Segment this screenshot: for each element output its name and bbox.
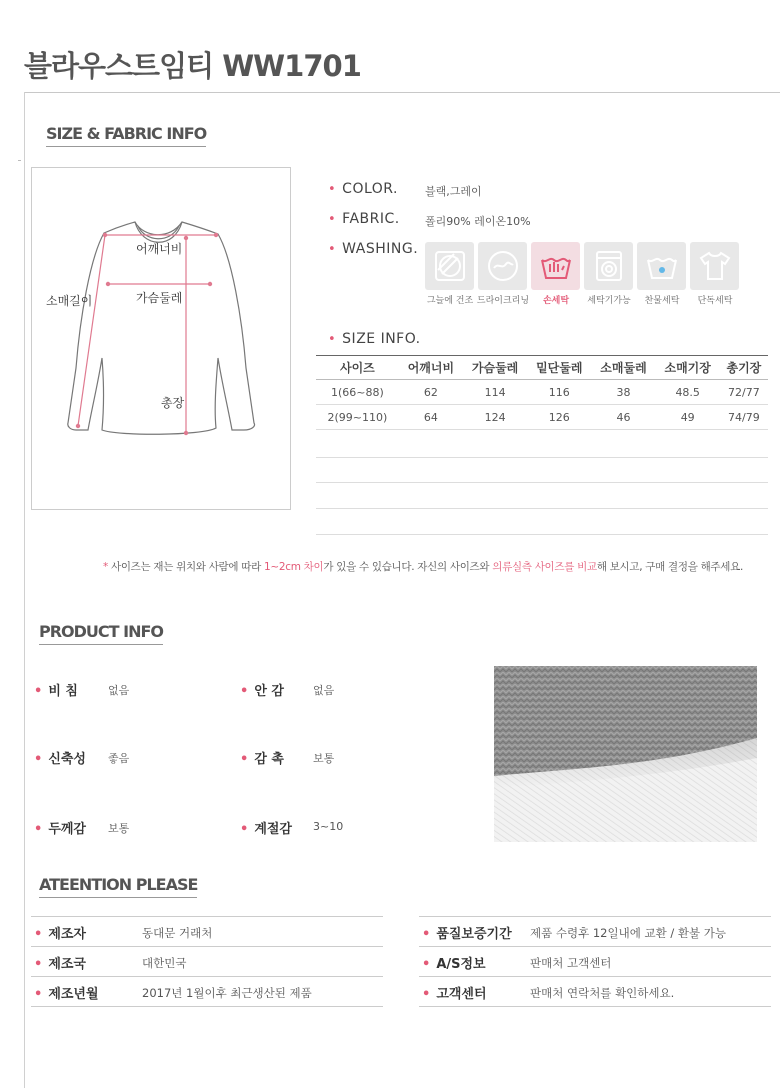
attention-value: 동대문 거래처: [142, 926, 213, 940]
product-attr-label: • 감 촉: [240, 752, 284, 767]
header-cell: 가슴둘레: [463, 356, 527, 380]
wash-separately-icon: [690, 242, 739, 290]
attention-rule: [31, 1006, 383, 1007]
table-row: [316, 380, 768, 405]
header-cell: 총기장: [720, 356, 768, 380]
product-attr-value: 없음: [108, 684, 130, 697]
product-attr-value: 좋음: [108, 752, 130, 765]
table-cell: 2(99~110): [316, 405, 399, 430]
label-sleeve: 소매길이: [46, 294, 93, 308]
washing-machine-icon: [584, 242, 633, 290]
label-chest: 가슴둘레: [136, 291, 183, 305]
label-length: 총장: [161, 396, 185, 410]
tshirt-outline-icon: [32, 168, 292, 511]
table-cell: 116: [527, 380, 591, 405]
title-divider: [24, 92, 780, 93]
wash-neutral: 찬물세탁: [637, 242, 687, 306]
attention-rule: [419, 1006, 771, 1007]
attention-label: • A/S정보: [422, 957, 486, 972]
left-tick: [18, 160, 21, 161]
attention-value: 판매처 고객센터: [530, 956, 612, 970]
attention-rule: [31, 946, 383, 947]
table-cell: 48.5: [656, 380, 720, 405]
product-section-title: PRODUCT INFO: [39, 622, 163, 641]
attention-rule: [419, 976, 771, 977]
attention-value: 제품 수령후 12일내에 교환 / 환불 가능: [530, 926, 726, 940]
hand-wash-icon: [531, 242, 580, 290]
wash-separately: 단독세탁: [690, 242, 740, 306]
table-empty-rule: [316, 457, 768, 458]
table-cell: 1(66~88): [316, 380, 399, 405]
size-info-label: • SIZE INFO.: [328, 331, 421, 347]
size-table-header: [316, 356, 768, 380]
table-cell: 74/79: [720, 405, 768, 430]
product-title: 블라우스트임티 WW1701: [24, 49, 361, 83]
product-attr-label: • 비 침: [34, 684, 78, 699]
wash-machine: 세탁기가능: [584, 242, 634, 306]
shade-dry-icon: [425, 242, 474, 290]
table-cell: 72/77: [720, 380, 768, 405]
table-empty-rule: [316, 482, 768, 483]
table-cell: 126: [527, 405, 591, 430]
attention-label: • 제조국: [34, 957, 86, 972]
left-border: [24, 92, 25, 1088]
size-notice: * 사이즈는 재는 위치와 사람에 따라 1~2cm 차이가 있을 수 있습니다. 자신의 사이즈와 의류실측 사이즈를 비교해 보시고, 구매 결정을 해주세요.: [103, 561, 743, 573]
attention-rule: [31, 916, 383, 917]
label-shoulder: 어깨너비: [136, 242, 183, 256]
table-cell: 49: [656, 405, 720, 430]
attention-label: • 고객센터: [422, 987, 487, 1002]
table-cell: 38: [591, 380, 655, 405]
color-value: 블랙,그레이: [425, 185, 482, 198]
attention-label: • 제조년월: [34, 987, 99, 1002]
table-cell: 64: [399, 405, 463, 430]
fabric-closeup-image: [494, 666, 757, 842]
color-label: • COLOR.: [328, 181, 398, 197]
table-cell: 114: [463, 380, 527, 405]
table-cell: 124: [463, 405, 527, 430]
fabric-value: 폴리90% 레이온10%: [425, 215, 531, 228]
wash-hand: 손세탁: [531, 242, 581, 306]
header-cell: 소매둘레: [591, 356, 655, 380]
header-cell: 밑단둘레: [527, 356, 591, 380]
attention-rule: [419, 916, 771, 917]
table-empty-rule: [316, 534, 768, 535]
attention-section-title: ATEENTION PLEASE: [39, 875, 197, 894]
product-attr-value: 보통: [108, 822, 130, 835]
attention-rule: [31, 976, 383, 977]
attention-value: 판매처 연락처를 확인하세요.: [530, 986, 675, 1000]
washing-label: • WASHING.: [328, 241, 419, 257]
fabric-label: • FABRIC.: [328, 211, 400, 227]
wash-dry-clean: 드라이크리닝: [478, 242, 528, 306]
attention-value: 2017년 1월이후 최근생산된 제품: [142, 986, 312, 1000]
table-cell: 46: [591, 405, 655, 430]
garment-diagram: [31, 167, 291, 510]
table-cell: 62: [399, 380, 463, 405]
header-cell: 어깨너비: [399, 356, 463, 380]
attention-label: • 제조자: [34, 927, 86, 942]
product-attr-label: • 두께감: [34, 822, 86, 837]
product-attr-value: 3~10: [313, 820, 344, 833]
dry-clean-icon: [478, 242, 527, 290]
product-attr-label: • 계절감: [240, 822, 292, 837]
attention-value: 대한민국: [142, 956, 187, 970]
header-cell: 사이즈: [316, 356, 399, 380]
neutral-detergent-icon: [637, 242, 686, 290]
size-fabric-section-title: SIZE & FABRIC INFO: [46, 124, 206, 143]
size-table: [316, 355, 768, 430]
attention-label: • 품질보증기간: [422, 927, 512, 942]
header-cell: 소매기장: [656, 356, 720, 380]
wash-shade-dry: 그늘에 건조: [425, 242, 475, 306]
attention-rule: [419, 946, 771, 947]
table-empty-rule: [316, 508, 768, 509]
product-attr-label: • 안 감: [240, 684, 284, 699]
product-attr-label: • 신축성: [34, 752, 86, 767]
table-row: [316, 405, 768, 430]
product-attr-value: 없음: [313, 684, 335, 697]
product-attr-value: 보통: [313, 752, 335, 765]
